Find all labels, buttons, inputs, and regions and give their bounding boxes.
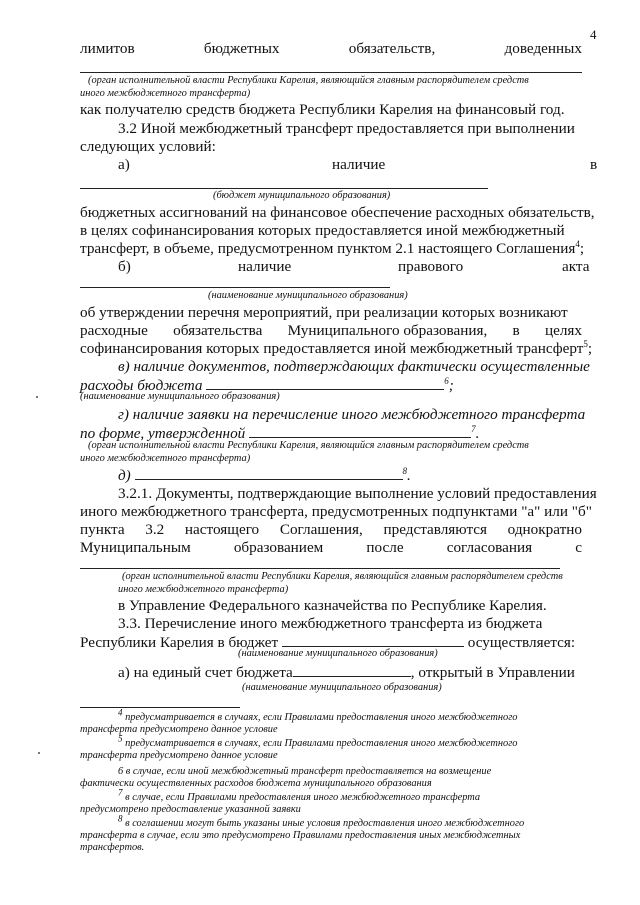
word: доведенных (504, 40, 582, 57)
fill-blank (282, 633, 464, 647)
list-marker-b: б) (118, 258, 131, 275)
list-marker-a: а) (118, 156, 130, 173)
text-line: Республики Карелия в бюджет осуществляется: (80, 634, 576, 651)
caption-name-mo: (наименование муниципального образования) (80, 391, 280, 402)
caption-name-mo: (наименование муниципального образования) (242, 682, 442, 693)
word: наличие (332, 156, 386, 173)
caption-organ: (орган исполнительной власти Республики Карелия, являющийся главным распорядителем средств (122, 571, 563, 582)
fill-line (80, 287, 390, 288)
text-line: в Управление Федерального казначейства по Республике Карелия. (118, 597, 547, 614)
caption-organ: (орган исполнительной власти Республики Карелия, являющийся главным распорядителем средств (88, 440, 529, 451)
text-line: трансферт, в объеме, предусмотренном пунктом 2.1 настоящего Соглашения$^4$; (80, 238, 585, 257)
caption-organ-cont: иного межбюджетного трансферта) (80, 88, 251, 99)
paragraph-3-2: 3.2 Иной межбюджетный трансферт предоставляется при выполнении (118, 120, 575, 137)
scan-speck (36, 396, 38, 398)
footnote-8: $^8$ в соглашении могут быть указаны иные условия предоставления иного межбюджетного трансферта в случае, если это предусмотрено Правилами предоставления иных межбюджетных трансфертов. (80, 813, 525, 853)
text-line: бюджетных ассигнований на финансовое обеспечение расходных обязательств, (80, 204, 595, 221)
caption-organ-cont: иного межбюджетного трансферта) (80, 453, 251, 464)
footnote-5: $^5$ предусматривается в случаях, если Правилами предоставления иного межбюджетного трансферта предусмотрено данное условие (80, 733, 518, 761)
text-line-limits (80, 40, 582, 58)
footnote-ref: 6 (444, 375, 449, 386)
footnote-ref: 8 (402, 465, 408, 476)
text-line-justified: Муниципальным образованием после согласования с (80, 539, 582, 556)
text-line: следующих условий: (80, 138, 216, 155)
fill-line (80, 72, 582, 73)
caption-budget-mo: (бюджет муниципального образования) (213, 190, 391, 201)
word: акта (562, 258, 590, 275)
paragraph-3-3: 3.3. Перечисление иного межбюджетного трансферта из бюджета (118, 615, 543, 632)
text-line: а) на единый счет бюджета , открытый в Управлении (118, 664, 575, 681)
footnote-ref: 5 (583, 338, 588, 349)
text-line: в целях софинансирования которых предоставляется иной межбюджетный (80, 222, 565, 239)
text-line-justified: пункта 3.2 настоящего Соглашения, представляются однократно (80, 521, 582, 538)
fill-blank (206, 376, 444, 390)
word: обязательств, (348, 40, 436, 57)
word: в (590, 156, 598, 173)
fill-blank (249, 424, 471, 438)
caption-organ: (орган исполнительной власти Республики Карелия, являющийся главным распорядителем средств (88, 75, 529, 86)
text-line: д) $^8$. (118, 465, 411, 484)
text-line-justified: расходные обязательства Муниципального образования, в целях (80, 322, 582, 339)
word: бюджетных (203, 40, 280, 57)
footnote-4: $^4$ предусматривается в случаях, если Правилами предоставления иного межбюджетного трансферта предусмотрено данное условие (80, 707, 518, 735)
text-line: в) наличие документов, подтверждающих фактически осуществленные (118, 358, 590, 375)
caption-name-mo: (наименование муниципального образования) (208, 290, 408, 301)
caption-name-mo: (наименование муниципального образования) (238, 648, 438, 659)
fill-blank (293, 663, 411, 677)
text-line: г) наличие заявки на перечисление иного межбюджетного трансферта (118, 406, 586, 423)
text-line: иного межбюджетного трансферта, предусмотренных подпунктами "а" или "б" (80, 503, 592, 520)
caption-organ-cont: иного межбюджетного трансферта) (118, 584, 289, 595)
scan-speck (38, 752, 40, 754)
footnote-6: 6 в случае, если иной межбюджетный трансферт предоставляется на возмещение фактически осуществленных расходов бюджета муниципального образования (80, 766, 492, 789)
text-line: как получателю средств бюджета Республики Карелия на финансовый год. (80, 101, 565, 118)
text-line: расходы бюджета $^6$; (80, 375, 454, 394)
word: наличие (238, 258, 292, 275)
fill-line (80, 188, 488, 189)
footnote-7: $^7$ в случае, если Правилами предоставления иного межбюджетного трансферта предусмотрено предоставление указанной заявки (80, 787, 481, 815)
paragraph-3-2-1: 3.2.1. Документы, подтверждающие выполнение условий предоставления (118, 485, 597, 502)
word: правового (398, 258, 464, 275)
text-line: об утверждении перечня мероприятий, при реализации которых возникают (80, 304, 568, 321)
word: лимитов (80, 40, 135, 57)
footnote-ref: 4 (575, 238, 580, 249)
text-line: софинансирования которых предоставляется иной межбюджетный трансферт$^5$; (80, 338, 593, 357)
fill-line (80, 568, 560, 569)
footnote-separator (80, 707, 240, 708)
footnote-ref: 7 (471, 423, 476, 434)
text-line: по форме, утвержденной $^7$. (80, 423, 480, 442)
page-number: 4 (590, 27, 597, 42)
fill-blank (135, 466, 403, 480)
